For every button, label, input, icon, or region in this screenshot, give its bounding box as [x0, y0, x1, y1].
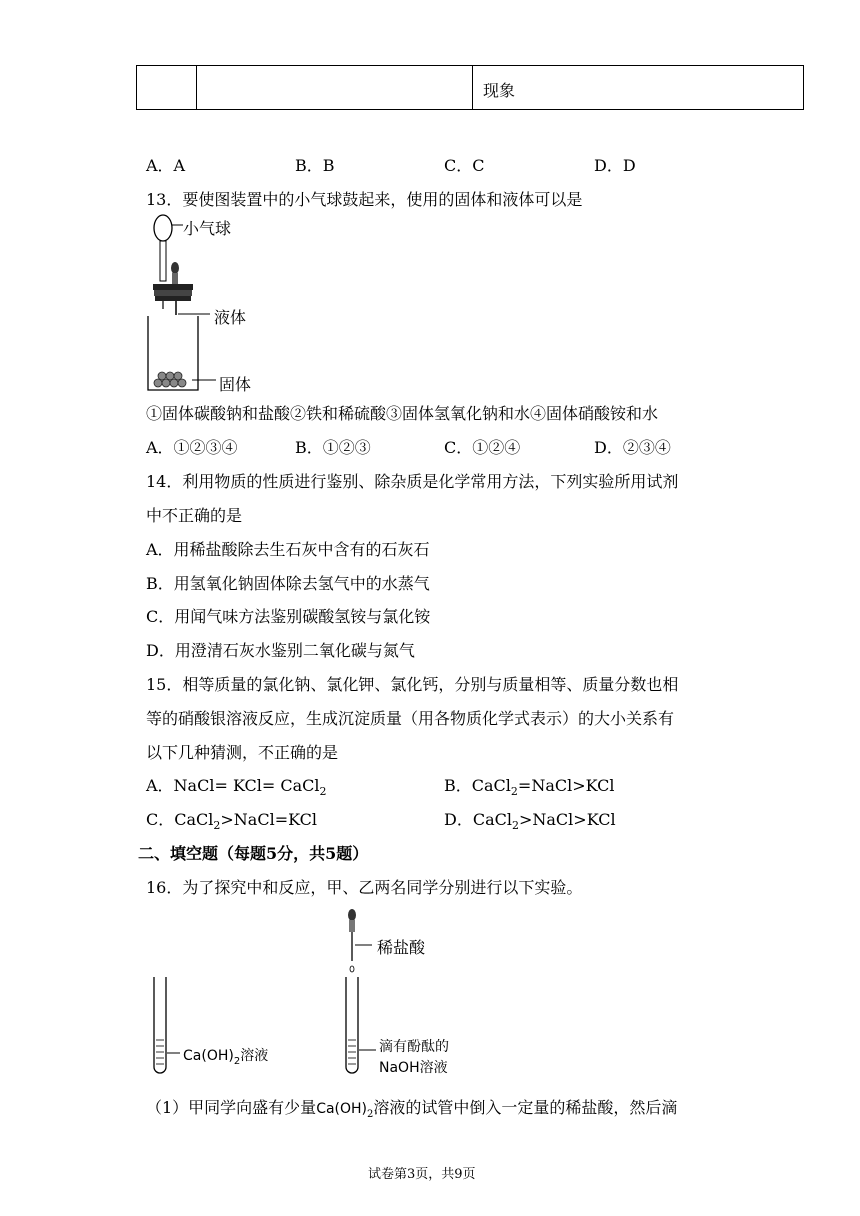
q12-option-c: C．C [444, 156, 485, 175]
q14-option-c: C．用闻气味方法鉴别碳酸氢铵与氯化铵 [146, 607, 431, 626]
balloon-apparatus-figure [140, 212, 280, 394]
q12-option-a: A．A [146, 156, 186, 175]
table-divider [472, 66, 473, 109]
stopper [155, 296, 191, 301]
solution-lines [348, 1040, 356, 1064]
q15-option-d: D．CaCl$_2$>NaCl>KCl [444, 810, 616, 833]
section-heading: 二、填空题（每题5分，共5题） [138, 844, 369, 863]
acid-label: 稀盐酸 [377, 938, 426, 957]
balloon-label: 小气球 [183, 219, 232, 238]
q13-option-d: D．②③④ [594, 438, 671, 457]
q14-stem-line2: 中不正确的是 [146, 506, 243, 525]
q16-part1: （1）甲同学向盛有少量$Ca(OH)_2$溶液的试管中倒入一定量的稀盐酸，然后滴 [146, 1098, 678, 1121]
q15-option-b: B．CaCl$_2$=NaCl>KCl [444, 776, 615, 799]
q15-option-c: C．CaCl$_2$>NaCl=KCl [146, 810, 317, 833]
q14-option-b: B．用氢氧化钠固体除去氢气中的水蒸气 [146, 574, 430, 593]
q16-stem: 16．为了探究中和反应，甲、乙两名同学分别进行以下实验。 [146, 878, 583, 897]
liquid-label: 液体 [214, 308, 247, 327]
answer-table [136, 65, 804, 110]
dropper-bulb [348, 909, 356, 921]
q15-option-a: A．NaCl= KCl= CaCl$_2$ [146, 776, 327, 799]
solution-lines [156, 1040, 164, 1064]
table-divider [196, 66, 197, 109]
q14-option-a: A．用稀盐酸除去生石灰中含有的石灰石 [146, 540, 430, 559]
q13-option-c: C．①②④ [444, 438, 521, 457]
solid-granules [154, 372, 186, 387]
dropper-bulb [171, 262, 179, 274]
right-test-tube [346, 977, 358, 1073]
q12-option-b: B．B [295, 156, 335, 175]
q12-option-d: D．D [594, 156, 636, 175]
balloon-shape [154, 215, 172, 241]
q15-stem-line2: 等的硝酸银溶液反应，生成沉淀质量（用各物质化学式表示）的大小关系有 [146, 709, 675, 728]
q13-option-a: A．①②③④ [146, 438, 238, 457]
drop [350, 966, 354, 972]
q14-option-d: D．用澄清石灰水鉴别二氧化碳与氮气 [146, 641, 415, 660]
q14-stem-line1: 14．利用物质的性质进行鉴别、除杂质是化学常用方法，下列实验所用试剂 [146, 472, 679, 491]
stopper [154, 290, 192, 296]
q13-items: ①固体碳酸钠和盐酸②铁和稀硫酸③固体氢氧化钠和水④固体硝酸铵和水 [146, 404, 659, 423]
q13-option-b: B．①②③ [295, 438, 371, 457]
dropper-neck [172, 273, 178, 285]
q15-stem-line1: 15．相等质量的氯化钠、氯化钾、氯化钙，分别与质量相等、质量分数也相 [146, 675, 679, 694]
q13-stem: 13．要使图装置中的小气球鼓起来，使用的固体和液体可以是 [146, 190, 583, 209]
page-footer: 试卷第3页，共9页 [368, 1167, 476, 1182]
left-tube-label: $Ca(OH)_2$溶液 [183, 1048, 269, 1067]
glass-tube [160, 241, 166, 281]
dropper-neck [349, 920, 355, 932]
solid-label: 固体 [219, 375, 252, 394]
left-test-tube [154, 977, 166, 1073]
table-cell-text: 现象 [483, 81, 516, 100]
stopper [153, 284, 193, 290]
right-tube-label-line1: 滴有酚酞的 [379, 1039, 449, 1055]
q15-stem-line3: 以下几种猜测，不正确的是 [146, 743, 339, 762]
right-tube-label-line2: NaOH溶液 [379, 1060, 448, 1076]
